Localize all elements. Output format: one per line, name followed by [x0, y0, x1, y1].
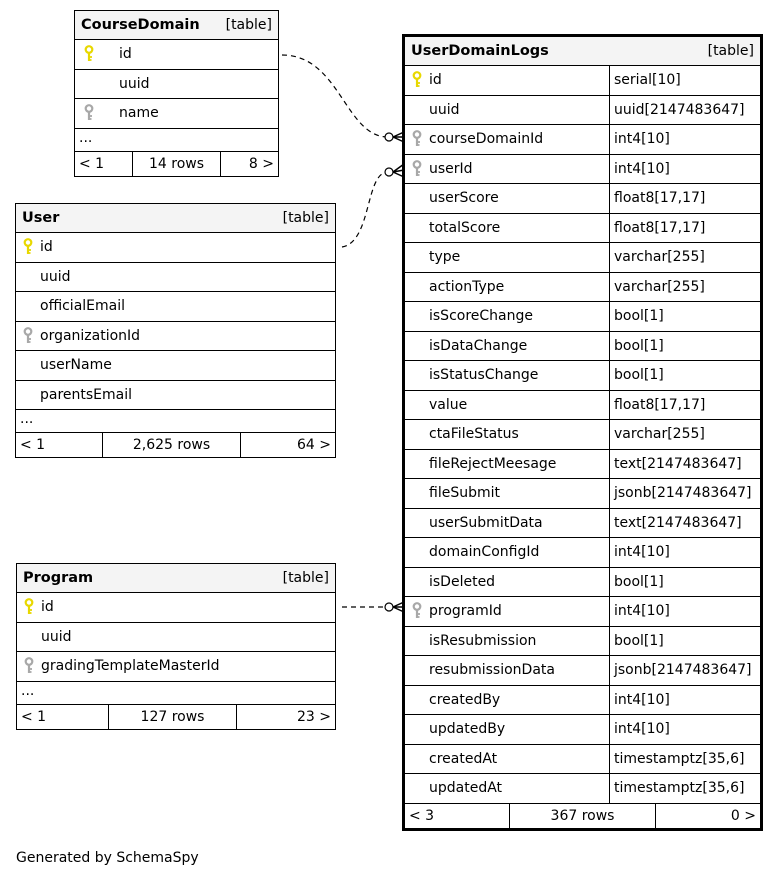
- column-name: uuid: [41, 628, 72, 645]
- column-type: bool[1]: [609, 361, 760, 390]
- column-name: parentsEmail: [40, 386, 133, 403]
- column-row[interactable]: [405, 391, 760, 421]
- column-type: float8[17,17]: [609, 214, 760, 243]
- column-name: createdAt: [429, 750, 498, 767]
- column-name: fileSubmit: [429, 485, 500, 502]
- primary-key-icon: [405, 71, 429, 89]
- column-type: jsonb[2147483647]: [609, 479, 760, 508]
- table-user[interactable]: [15, 203, 336, 458]
- footer-children: 8 >: [248, 155, 274, 172]
- column-row[interactable]: [405, 686, 760, 716]
- column-row[interactable]: [75, 40, 278, 70]
- column-type: bool[1]: [609, 302, 760, 331]
- column-name: fileRejectMeesage: [429, 455, 557, 472]
- column-type: timestamptz[35,6]: [609, 774, 760, 803]
- column-type: int4[10]: [609, 686, 760, 715]
- column-name: updatedAt: [429, 780, 503, 797]
- column-row[interactable]: [405, 450, 760, 480]
- column-name: updatedBy: [429, 721, 506, 738]
- column-name: courseDomainId: [429, 131, 544, 148]
- column-row[interactable]: [405, 66, 760, 96]
- column-name: isDataChange: [429, 337, 528, 354]
- column-type: text[2147483647]: [609, 450, 760, 479]
- table-header: [405, 37, 760, 66]
- column-row[interactable]: [17, 623, 335, 653]
- column-type: bool[1]: [609, 627, 760, 656]
- table-name: UserDomainLogs: [411, 43, 549, 59]
- column-row[interactable]: [405, 568, 760, 598]
- footer-parents: < 1: [17, 705, 109, 729]
- table-header: [16, 204, 335, 233]
- column-type: varchar[255]: [609, 243, 760, 272]
- column-type: int4[10]: [609, 715, 760, 744]
- column-row[interactable]: [17, 652, 335, 682]
- foreign-key-icon: [16, 327, 40, 345]
- column-type: int4[10]: [609, 597, 760, 626]
- column-type: varchar[255]: [609, 273, 760, 302]
- column-type: serial[10]: [609, 66, 760, 95]
- link-user-crowfoot-circle: [385, 168, 393, 176]
- column-list: [405, 66, 760, 804]
- table-header: [75, 11, 278, 40]
- column-name: uuid: [40, 268, 71, 285]
- foreign-key-icon: [75, 104, 103, 122]
- column-name: createdBy: [429, 691, 501, 708]
- column-name: programId: [429, 603, 502, 620]
- footer-parents: < 3: [405, 804, 510, 828]
- column-row[interactable]: [16, 233, 335, 263]
- table-name: User: [22, 210, 60, 226]
- column-row[interactable]: [405, 361, 760, 391]
- column-name: id: [119, 46, 132, 63]
- column-type: bool[1]: [609, 332, 760, 361]
- column-name: actionType: [429, 278, 505, 295]
- column-row[interactable]: [405, 184, 760, 214]
- column-type: float8[17,17]: [609, 184, 760, 213]
- column-name: uuid: [429, 101, 460, 118]
- column-type: int4[10]: [609, 538, 760, 567]
- primary-key-icon: [75, 45, 103, 63]
- column-row[interactable]: [75, 70, 278, 100]
- footer-children: 64 >: [297, 437, 331, 453]
- column-type: timestamptz[35,6]: [609, 745, 760, 774]
- column-name: isResubmission: [429, 632, 537, 649]
- column-type: int4[10]: [609, 125, 760, 154]
- column-row[interactable]: [405, 509, 760, 539]
- column-name: value: [429, 396, 468, 413]
- table-footer: [75, 152, 278, 176]
- column-type: text[2147483647]: [609, 509, 760, 538]
- column-name: id: [429, 72, 442, 89]
- column-name: isStatusChange: [429, 367, 539, 384]
- column-row[interactable]: [405, 125, 760, 155]
- column-row[interactable]: [405, 155, 760, 185]
- column-row[interactable]: [405, 774, 760, 804]
- column-name: id: [41, 599, 54, 616]
- table-name: CourseDomain: [81, 17, 200, 33]
- column-name: type: [429, 249, 461, 266]
- column-name: isScoreChange: [429, 308, 533, 325]
- footer-row-count: 127 rows: [109, 705, 237, 729]
- column-row[interactable]: [16, 322, 335, 352]
- column-name: organizationId: [40, 327, 141, 344]
- column-type: int4[10]: [609, 155, 760, 184]
- footer-children: 0 >: [730, 807, 756, 824]
- table-program[interactable]: [16, 563, 336, 730]
- link-program-crowfoot-circle: [385, 603, 393, 611]
- footer-row-count: 14 rows: [133, 152, 221, 176]
- table-userdomainlogs[interactable]: [402, 34, 763, 831]
- column-name: ctaFileStatus: [429, 426, 519, 443]
- table-footer: [17, 705, 335, 729]
- column-row[interactable]: [16, 263, 335, 293]
- column-type: jsonb[2147483647]: [609, 656, 760, 685]
- column-list: [17, 593, 335, 682]
- column-row[interactable]: [405, 243, 760, 273]
- footer-parents: < 1: [75, 152, 133, 176]
- link-coursedomain-crowfoot-circle: [385, 133, 393, 141]
- column-name: userSubmitData: [429, 514, 543, 531]
- column-row[interactable]: [405, 715, 760, 745]
- footer-row-count: 367 rows: [510, 804, 656, 828]
- column-type: uuid[2147483647]: [609, 96, 760, 125]
- column-name: gradingTemplateMasterId: [41, 658, 220, 675]
- column-row[interactable]: [16, 381, 335, 411]
- column-name: domainConfigId: [429, 544, 540, 561]
- footer-children: 23 >: [297, 708, 331, 725]
- column-name: userScore: [429, 190, 499, 207]
- primary-key-icon: [17, 598, 41, 616]
- column-name: uuid: [119, 75, 150, 92]
- column-name: officialEmail: [40, 298, 125, 315]
- column-row[interactable]: [405, 214, 760, 244]
- more-columns: ...: [75, 129, 278, 152]
- table-kind: [table]: [282, 570, 329, 586]
- column-row[interactable]: [16, 351, 335, 381]
- table-footer: [405, 804, 760, 828]
- table-kind: [table]: [225, 17, 272, 33]
- table-coursedomain[interactable]: [74, 10, 279, 177]
- table-footer: [16, 433, 335, 457]
- table-header: [17, 564, 335, 593]
- foreign-key-icon: [405, 130, 429, 148]
- link-coursedomain-to-userdomainlogs: [282, 55, 388, 137]
- column-name: resubmissionData: [429, 662, 555, 679]
- column-name: userName: [40, 357, 112, 374]
- footer-row-count: 2,625 rows: [103, 433, 241, 457]
- column-row[interactable]: [405, 420, 760, 450]
- more-columns: ...: [17, 682, 335, 705]
- column-type: bool[1]: [609, 568, 760, 597]
- more-columns: ...: [16, 410, 335, 433]
- column-name: totalScore: [429, 219, 501, 236]
- column-row[interactable]: [75, 99, 278, 129]
- link-user-to-userdomainlogs: [342, 172, 388, 247]
- column-row[interactable]: [405, 538, 760, 568]
- column-name: isDeleted: [429, 573, 496, 590]
- column-list: [75, 40, 278, 129]
- column-type: float8[17,17]: [609, 391, 760, 420]
- table-kind: [table]: [282, 210, 329, 226]
- primary-key-icon: [16, 238, 40, 256]
- column-row[interactable]: [405, 273, 760, 303]
- column-row[interactable]: [405, 302, 760, 332]
- column-row[interactable]: [405, 332, 760, 362]
- column-name: name: [119, 105, 159, 122]
- column-row[interactable]: [16, 292, 335, 322]
- column-row[interactable]: [405, 96, 760, 126]
- column-row[interactable]: [17, 593, 335, 623]
- foreign-key-icon: [405, 602, 429, 620]
- foreign-key-icon: [17, 657, 41, 675]
- column-row[interactable]: [405, 656, 760, 686]
- column-row[interactable]: [405, 597, 760, 627]
- column-row[interactable]: [405, 627, 760, 657]
- column-name: userId: [429, 160, 473, 177]
- column-type: varchar[255]: [609, 420, 760, 449]
- table-kind: [table]: [707, 43, 754, 59]
- schemaspy-credit: Generated by SchemaSpy: [16, 850, 199, 866]
- column-name: id: [40, 239, 53, 256]
- foreign-key-icon: [405, 160, 429, 178]
- column-list: [16, 233, 335, 410]
- table-name: Program: [23, 570, 94, 586]
- column-row[interactable]: [405, 479, 760, 509]
- column-row[interactable]: [405, 745, 760, 775]
- footer-parents: < 1: [16, 433, 103, 457]
